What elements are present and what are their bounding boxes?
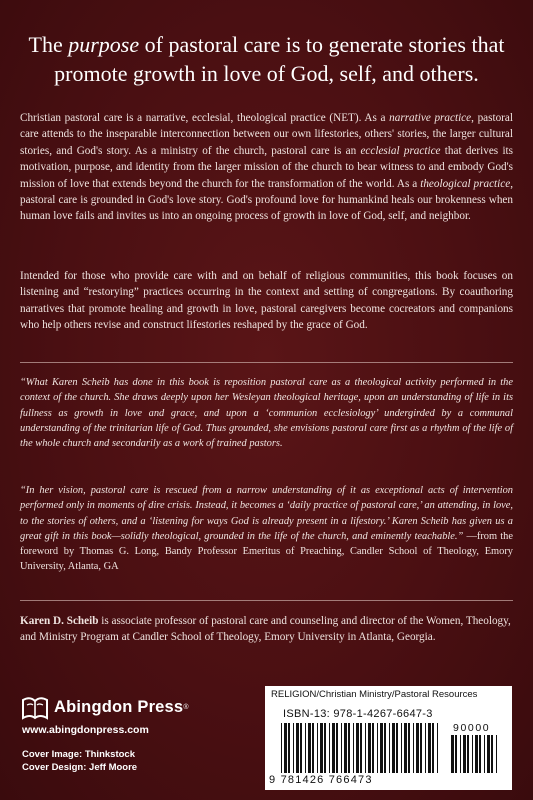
cover-image-credit: Cover Image: Thinkstock <box>22 749 135 760</box>
headline-text-start: The <box>28 32 69 57</box>
description-paragraph-2: Intended for those who provide care with and on behalf of religious communities, this book focuses on listening and “restorying” practices occurring in the context and setting of congregations. By coauthoring narratives that promote healing and growth in love, pastoral caregivers become cocreators and companions who help others revise and construct lifestories reshaped by the grace of God. <box>20 270 513 332</box>
author-name: Karen D. Scheib <box>20 615 99 627</box>
headline-emphasis: purpose <box>68 32 140 57</box>
p1-segment: , pastoral care attends to the inseparable interconnection between our own lifestories, others' stories, the larger cultural stories, and God's story. As a ministry of the church, pastoral care is an <box>20 112 513 157</box>
author-bio <box>20 613 513 646</box>
headline-text-end: of pastoral care is to generate stories that promote growth in love of God, self, and others. <box>54 32 505 86</box>
p1-segment: Christian pastoral care is a narrative, ecclesial, theological practice (NET). As a <box>20 112 390 124</box>
author-bio-text: is associate professor of pastoral care and counseling and director of the Women, Theology, and Ministry Program at Candler School of Theology, Emory University in Atlanta, Georgia. <box>20 615 511 644</box>
price-barcode-icon <box>451 723 501 773</box>
cover-design-credit: Cover Design: Jeff Moore <box>22 762 138 773</box>
publisher-url[interactable]: www.abingdonpress.com <box>22 724 149 736</box>
p1-italic-narrative: narrative practice <box>389 112 472 124</box>
publisher-name: Abingdon Press <box>54 697 184 716</box>
divider <box>20 362 513 363</box>
publisher-logo <box>20 692 230 722</box>
p1-italic-theological: theological practice <box>420 177 511 190</box>
p1-italic-ecclesial: ecclesial practice <box>360 144 441 157</box>
p1-segment: that derives its motivation, purpose, and identity from the larger mission of the church to bear witness to and embody God's mission of love that extends beyond the church for the transformation of the world. As a <box>20 144 514 190</box>
isbn-barcode-icon <box>281 723 441 773</box>
endorsement-quote-2 <box>20 483 513 575</box>
barcode-digits: 9 781426 766473 <box>269 774 373 786</box>
headline <box>20 30 513 88</box>
quote-2-text: “In her vision, pastoral care is rescued from a narrow understanding of it as exceptional acts of intervention performed only in moments of dire crisis. Instead, it becomes a ‘daily practice of pastoral care,’ an attending, in love, to the stories of others, and a ‘listening for ways God is already present in a lifestory.’ Karen Scheib has given us a great gift in this book—solidly theological, grounded in the life of the church, and eminently teachable.” <box>20 485 513 542</box>
bisac-category: RELIGION/Christian Ministry/Pastoral Resources <box>271 689 478 700</box>
quote-attribution: —from the foreword by Thomas G. Long, Bandy Professor Emeritus of Preaching, Candler School of Theology, Emory University, Atlanta, GA <box>20 530 513 573</box>
publisher-block <box>20 692 230 774</box>
description-paragraph-1 <box>20 110 513 225</box>
barcode-panel <box>265 686 512 790</box>
abingdon-logo-icon <box>20 692 50 722</box>
endorsement-quote-1: “What Karen Scheib has done in this book is reposition pastoral care as a theological activity performed in the context of the church. She draws deeply upon her Wesleyan theological heritage, upon an understanding of life in its fullness as growth in love and grace, and upon a ‘communion ecclesiology’ undergirded by a communal understanding of the trinitarian life of God. Thus grounded, she envisions pastoral care first as a rhythm of the life of the whole church and secondarily as a work of trained pastors. <box>20 377 513 450</box>
isbn-number: ISBN-13: 978-1-4267-6647-3 <box>283 708 433 720</box>
divider <box>20 600 513 601</box>
cover-credits <box>22 748 230 774</box>
registered-mark: ® <box>183 703 189 711</box>
price-addon-code: 90000 <box>453 722 491 734</box>
p1-segment: , pastoral care is grounded in God's love story. God's profound love for humankind heals our brokenness when human love fails and invites us into an ongoing process of growth in love of God, self, and neighbor. <box>20 177 513 223</box>
